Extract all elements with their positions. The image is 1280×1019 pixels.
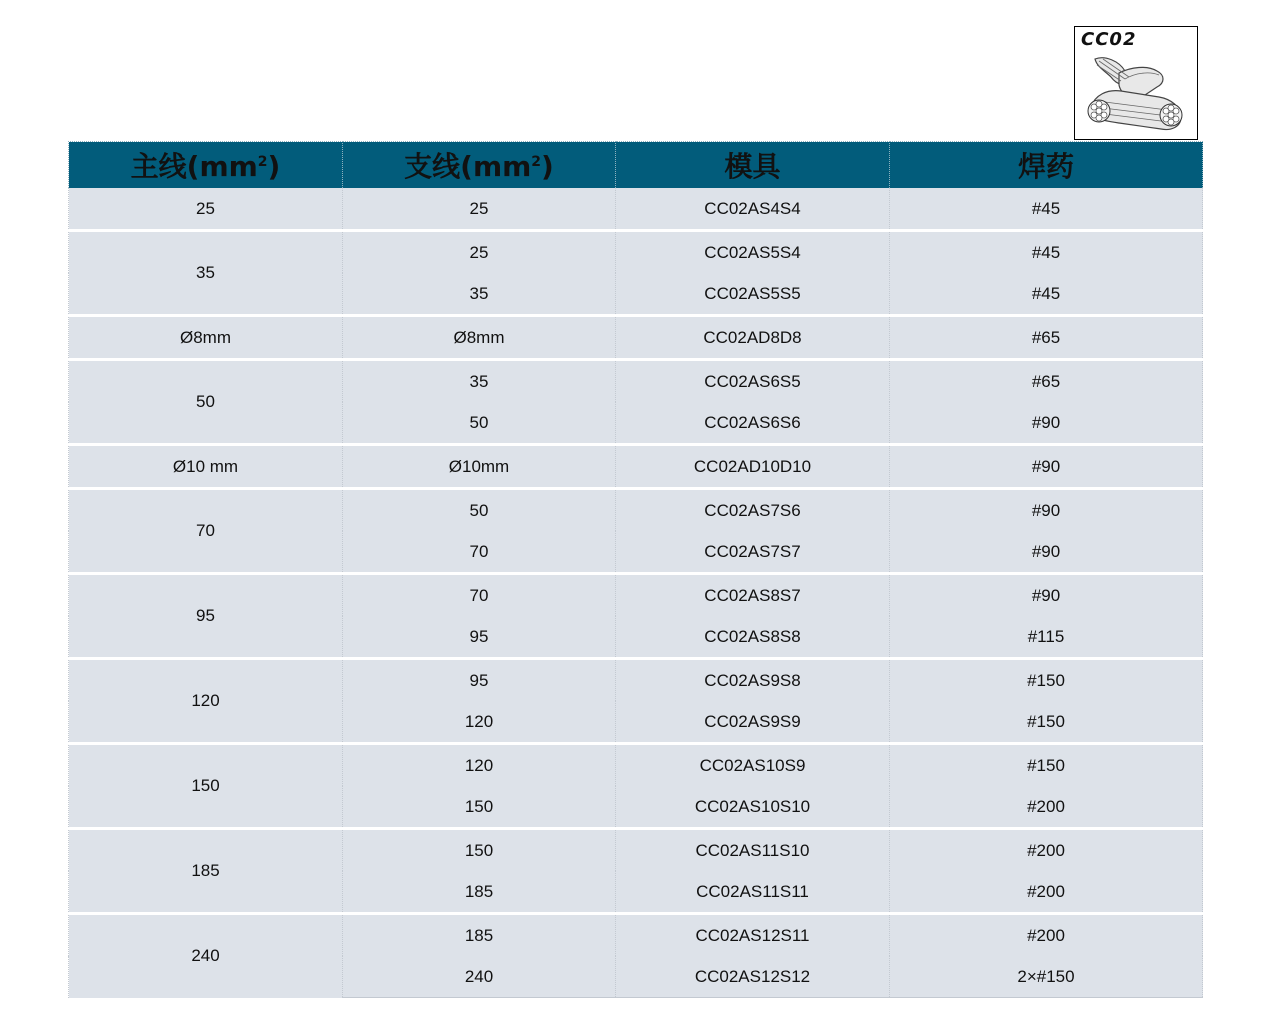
powder-cell: #90 (890, 489, 1203, 532)
mold-cell: CC02AS6S6 (616, 402, 890, 445)
mold-cell: CC02AD10D10 (616, 445, 890, 489)
branch-cable-cell: 35 (343, 360, 616, 403)
main-cable-cell: 50 (69, 360, 343, 445)
table-row (69, 231, 1203, 274)
header-row (69, 142, 1203, 189)
mold-cell: CC02AS12S11 (616, 914, 890, 957)
mold-cell: CC02AS8S8 (616, 616, 890, 659)
mold-cell: CC02AS11S11 (616, 871, 890, 914)
header-mold: 模具 (616, 142, 890, 189)
branch-cable-cell: 240 (343, 956, 616, 998)
badge-label: CC02 (1081, 29, 1137, 50)
powder-cell: #200 (890, 914, 1203, 957)
mold-cell: CC02AS8S7 (616, 574, 890, 617)
branch-cable-cell: 150 (343, 786, 616, 829)
mold-cell: CC02AS10S10 (616, 786, 890, 829)
powder-cell: #65 (890, 316, 1203, 360)
mold-cell: CC02AS5S4 (616, 231, 890, 274)
powder-cell: #90 (890, 445, 1203, 489)
table-row (69, 445, 1203, 489)
table-row (69, 829, 1203, 872)
branch-cable-cell: 50 (343, 489, 616, 532)
powder-cell: #115 (890, 616, 1203, 659)
branch-cable-cell: Ø10mm (343, 445, 616, 489)
table-row (69, 659, 1203, 702)
mold-cell: CC02AS6S5 (616, 360, 890, 403)
branch-cable-cell: 35 (343, 273, 616, 316)
powder-cell: #90 (890, 402, 1203, 445)
powder-cell: #65 (890, 360, 1203, 403)
tee-cable-connector-icon (1085, 51, 1189, 137)
table-row (69, 360, 1203, 403)
mold-cell: CC02AS11S10 (616, 829, 890, 872)
main-cable-cell: 25 (69, 188, 343, 231)
mold-cell: CC02AS12S12 (616, 956, 890, 998)
main-cable-cell: 35 (69, 231, 343, 316)
main-cable-cell: 70 (69, 489, 343, 574)
powder-cell: #45 (890, 231, 1203, 274)
branch-cable-cell: 25 (343, 231, 616, 274)
branch-cable-cell: 120 (343, 701, 616, 744)
table-row (69, 188, 1203, 231)
branch-cable-cell: 120 (343, 744, 616, 787)
branch-cable-cell: 95 (343, 659, 616, 702)
header-branch-cable: 支线$(mm^2)$ (343, 142, 616, 189)
main-cable-cell: 120 (69, 659, 343, 744)
mold-cell: CC02AS9S8 (616, 659, 890, 702)
mold-cell: CC02AD8D8 (616, 316, 890, 360)
branch-cable-cell: 70 (343, 574, 616, 617)
main-cable-cell: 95 (69, 574, 343, 659)
powder-cell: #150 (890, 701, 1203, 744)
table-row (69, 574, 1203, 617)
mold-cell: CC02AS7S7 (616, 531, 890, 574)
powder-cell: #200 (890, 786, 1203, 829)
mold-cell: CC02AS5S5 (616, 273, 890, 316)
powder-cell: #150 (890, 744, 1203, 787)
application-table (68, 141, 1203, 998)
powder-cell: #150 (890, 659, 1203, 702)
branch-cable-cell: 185 (343, 871, 616, 914)
mold-cell: CC02AS9S9 (616, 701, 890, 744)
powder-cell: #45 (890, 188, 1203, 231)
main-cable-cell: 150 (69, 744, 343, 829)
branch-cable-cell: 185 (343, 914, 616, 957)
header-main-cable: 主线$(mm^2)$ (69, 142, 343, 189)
table-row (69, 914, 1203, 957)
table-row (69, 744, 1203, 787)
main-cable-cell: Ø10 mm (69, 445, 343, 489)
powder-cell: 2×#150 (890, 956, 1203, 998)
powder-cell: #200 (890, 871, 1203, 914)
table-body (69, 188, 1203, 998)
branch-cable-cell: 25 (343, 188, 616, 231)
powder-cell: #90 (890, 531, 1203, 574)
powder-cell: #45 (890, 273, 1203, 316)
branch-cable-cell: 150 (343, 829, 616, 872)
header-powder: 焊药 (890, 142, 1203, 189)
branch-cable-cell: 50 (343, 402, 616, 445)
mold-cell: CC02AS10S9 (616, 744, 890, 787)
main-cable-cell: Ø8mm (69, 316, 343, 360)
mold-cell: CC02AS7S6 (616, 489, 890, 532)
main-cable-cell: 185 (69, 829, 343, 914)
branch-cable-cell: 70 (343, 531, 616, 574)
powder-cell: #90 (890, 574, 1203, 617)
mold-cell: CC02AS4S4 (616, 188, 890, 231)
table-row (69, 489, 1203, 532)
powder-cell: #200 (890, 829, 1203, 872)
branch-cable-cell: 95 (343, 616, 616, 659)
main-cable-cell: 240 (69, 914, 343, 998)
branch-cable-cell: Ø8mm (343, 316, 616, 360)
table-row (69, 316, 1203, 360)
product-badge (1074, 26, 1198, 140)
